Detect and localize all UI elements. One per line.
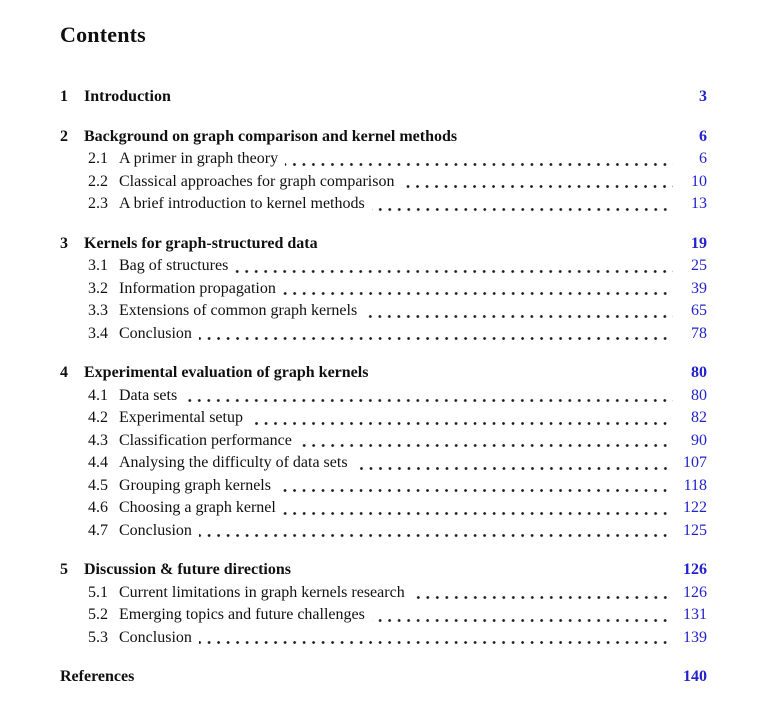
toc-section-entry xyxy=(60,193,707,216)
toc-chapter-entry xyxy=(60,126,707,149)
entry-title: Choosing a graph kernel xyxy=(119,499,276,516)
entry-title: Current limitations in graph kernels research xyxy=(119,583,405,601)
entry-number: 3.2 xyxy=(88,279,108,297)
page-number-link[interactable]: 39 xyxy=(691,279,707,297)
dot-leader xyxy=(401,185,673,188)
page-number-link[interactable]: 90 xyxy=(691,431,707,449)
entry-number: 2.2 xyxy=(88,172,108,190)
dot-leader xyxy=(278,489,673,492)
entry-number: 4.6 xyxy=(88,499,108,516)
toc-chapter-entry xyxy=(60,362,707,385)
toc-section-entry xyxy=(60,452,707,475)
page-number-link[interactable]: 3 xyxy=(699,88,707,105)
dot-leader xyxy=(235,270,673,273)
entry-number: 5.2 xyxy=(88,606,108,623)
page-number-link[interactable]: 126 xyxy=(683,583,707,601)
entry-title: Information propagation xyxy=(119,279,276,297)
toc-group xyxy=(60,126,707,216)
page-number-link[interactable]: 6 xyxy=(699,150,707,167)
page-number-link[interactable]: 13 xyxy=(691,195,707,212)
entry-title: Bag of structures xyxy=(119,257,229,274)
entry-title: A primer in graph theory xyxy=(119,150,279,167)
entry-title: A brief introduction to kernel methods xyxy=(119,195,365,212)
dot-leader xyxy=(250,422,673,425)
entry-title: Conclusion xyxy=(119,628,192,646)
page-number-link[interactable]: 19 xyxy=(691,234,707,252)
toc-section-entry xyxy=(60,148,707,171)
dot-leader xyxy=(355,467,673,470)
toc-section-entry xyxy=(60,582,707,605)
dot-leader xyxy=(299,444,673,447)
toc-section-entry xyxy=(60,430,707,453)
toc-section-entry xyxy=(60,520,707,543)
page-title: Contents xyxy=(60,22,146,47)
entry-number: 4.7 xyxy=(88,521,108,539)
entry-number: 3.1 xyxy=(88,257,108,274)
page-number-link[interactable]: 25 xyxy=(691,257,707,274)
dot-leader xyxy=(364,315,673,318)
entry-title: Classical approaches for graph comparison xyxy=(119,172,395,190)
entry-number: 2.3 xyxy=(88,195,108,212)
page-number-link[interactable]: 65 xyxy=(691,302,707,319)
entry-number: 4.5 xyxy=(88,476,108,494)
dot-leader xyxy=(283,512,673,515)
toc-chapter-entry xyxy=(60,559,707,582)
toc-section-entry xyxy=(60,604,707,627)
toc-chapter-entry xyxy=(60,86,707,109)
toc-group xyxy=(60,86,707,109)
toc-group xyxy=(60,233,707,346)
toc-section-entry xyxy=(60,407,707,430)
page-number-link[interactable]: 6 xyxy=(699,127,707,145)
dot-leader xyxy=(285,163,673,166)
page-number-link[interactable]: 125 xyxy=(683,521,707,539)
entry-number: 4.1 xyxy=(88,386,108,404)
page-number-link[interactable]: 122 xyxy=(683,499,707,516)
toc-section-entry xyxy=(60,497,707,520)
entry-number: 3.3 xyxy=(88,302,108,319)
entry-number: 2 xyxy=(60,127,68,145)
page-number-link[interactable]: 107 xyxy=(683,454,707,471)
page-number-link[interactable]: 140 xyxy=(683,668,707,685)
toc-section-entry xyxy=(60,171,707,194)
page-number-link[interactable]: 118 xyxy=(683,476,707,494)
toc-section-entry xyxy=(60,300,707,323)
entry-number: 2.1 xyxy=(88,150,108,167)
entry-number: 4.3 xyxy=(88,431,108,449)
dot-leader xyxy=(372,619,673,622)
entry-number: 4.2 xyxy=(88,409,108,426)
entry-number: 4.4 xyxy=(88,454,108,471)
page-number-link[interactable]: 82 xyxy=(691,409,707,426)
dot-leader xyxy=(184,399,673,402)
entry-title: Background on graph comparison and kernel methods xyxy=(84,127,458,145)
entry-title: Discussion & future directions xyxy=(84,561,291,578)
entry-title: Classification performance xyxy=(119,431,292,449)
page-number-link[interactable]: 131 xyxy=(683,606,707,623)
toc-section-entry xyxy=(60,385,707,408)
entry-title: Conclusion xyxy=(119,521,192,539)
page-number-link[interactable]: 10 xyxy=(691,172,707,190)
page-number-link[interactable]: 139 xyxy=(683,628,707,646)
dot-leader xyxy=(412,596,673,599)
entry-number: 4 xyxy=(60,364,68,381)
dot-leader xyxy=(283,292,673,295)
entry-title: Analysing the difficulty of data sets xyxy=(119,454,348,471)
toc-group xyxy=(60,362,707,542)
toc-section-entry xyxy=(60,278,707,301)
toc-chapter-entry xyxy=(60,233,707,256)
entry-title: Conclusion xyxy=(119,324,192,342)
entry-title: Introduction xyxy=(84,88,171,105)
page-number-link[interactable]: 78 xyxy=(691,324,707,342)
dot-leader xyxy=(372,208,673,211)
toc-chapter-entry xyxy=(60,666,707,689)
toc-list xyxy=(60,86,707,689)
entry-number: 1 xyxy=(60,88,68,105)
page-number-link[interactable]: 80 xyxy=(691,364,707,381)
entry-title: Data sets xyxy=(119,386,178,404)
entry-number: 3.4 xyxy=(88,324,108,342)
toc-section-entry xyxy=(60,627,707,650)
toc-section-entry xyxy=(60,475,707,498)
dot-leader xyxy=(199,337,673,340)
dot-leader xyxy=(199,534,673,537)
entry-number: 5 xyxy=(60,561,68,578)
page-number-link[interactable]: 80 xyxy=(691,386,707,404)
toc-group xyxy=(60,559,707,649)
entry-title: Experimental setup xyxy=(119,409,243,426)
toc-section-entry xyxy=(60,255,707,278)
entry-title: Grouping graph kernels xyxy=(119,476,271,494)
entry-title: Experimental evaluation of graph kernels xyxy=(84,364,369,381)
toc-group xyxy=(60,666,707,689)
page-number-link[interactable]: 126 xyxy=(683,561,707,578)
entry-number: 5.1 xyxy=(88,583,108,601)
entry-title: References xyxy=(60,668,135,685)
dot-leader xyxy=(199,641,673,644)
entry-title: Extensions of common graph kernels xyxy=(119,302,358,319)
entry-number: 5.3 xyxy=(88,628,108,646)
entry-title: Emerging topics and future challenges xyxy=(119,606,365,623)
entry-number: 3 xyxy=(60,234,68,252)
entry-title: Kernels for graph-structured data xyxy=(84,234,318,252)
toc-section-entry xyxy=(60,323,707,346)
